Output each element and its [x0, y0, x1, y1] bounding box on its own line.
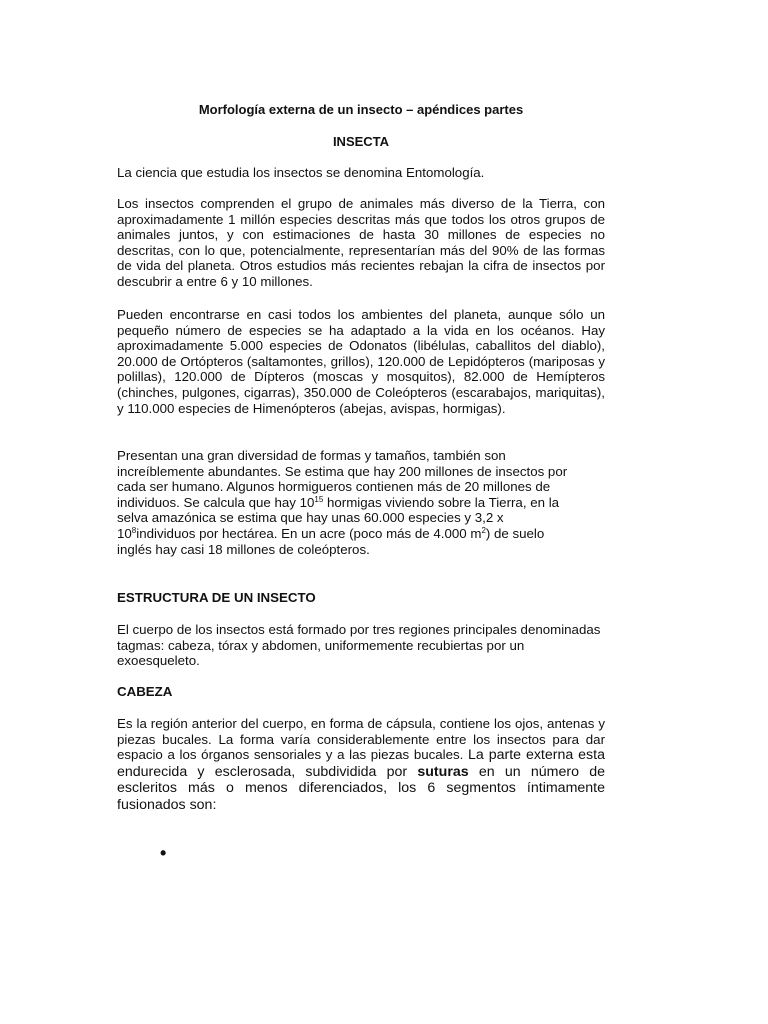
abundance-line: increíblemente abundantes. Se estima que hay 200 millones de insectos por [117, 463, 568, 479]
cabeza-text-b-post: en un número de escleritos más o menos diferenciados, los 6 segmentos íntimamente fusionados son: [117, 763, 605, 813]
list-bullet: • [160, 843, 167, 863]
heading-estructura: ESTRUCTURA DE UN INSECTO [117, 590, 316, 605]
document-title: Morfología externa de un insecto – apéndices partes [198, 102, 524, 117]
abundance-line: individuos. Se calcula que hay $10^{15}$ hormigas viviendo sobre la Tierra, en la [117, 494, 560, 510]
paragraph-abundance [117, 448, 605, 557]
suturas-term: suturas [417, 763, 469, 780]
abundance-line: $10^8individuos$ por hectárea. En un acre (poco más de 4.000 $m^2$) de suelo [117, 525, 545, 541]
cabeza-text-a: Es la región anterior del cuerpo, en forma de cápsula, contiene los ojos, antenas y piezas bucales. La forma varía considerablemente entre los insectos para dar espacio a los órganos sensoriales y a las piezas bucales. [117, 716, 605, 763]
paragraph-habitats: Pueden encontrarse en casi todos los ambientes del planeta, aunque sólo un pequeño número de especies se ha adaptado a la vida en los océanos. Hay aproximadamente 5.000 especies de Odonatos (libélulas, caballitos del diablo), 20.000 de Ortópteros (saltamontes, grillos), 120.000 de Lepidópteros (mariposas y polillas), 120.000 de Dípteros (moscas y mosquitos), 82.000 de Hemípteros (chinches, pulgones, cigarras), 350.000 de Coleópteros (escarabajos, mariquitas), y 110.000 especies de Himenópteros (abejas, avispas, hormigas). [117, 307, 605, 416]
heading-cabeza: CABEZA [117, 684, 173, 699]
abundance-line: cada ser humano. Algunos hormigueros contienen más de 20 millones de [117, 479, 551, 495]
paragraph-diversity: Los insectos comprenden el grupo de animales más diverso de la Tierra, con aproximadamente 1 millón especies descritas más que todos los otros grupos de animales juntos, y con estimaciones de hasta 30 millones de especies no descritas, con lo que, potencialmente, representarían más del 90% de las formas de vida del planeta. Otros estudios más recientes rebajan la cifra de insectos por descubrir a entre 6 y 10 millones. [117, 196, 605, 289]
paragraph-estructura: El cuerpo de los insectos está formado por tres regiones principales denominadas tagmas: cabeza, tórax y abdomen, uniformemente recubiertas por un exoesqueleto. [117, 622, 601, 669]
cabeza-text-b-pre: La parte externa esta endurecida y esclerosada, subdividida por [117, 747, 605, 780]
document-subtitle: INSECTA [332, 134, 390, 149]
paragraph-intro: La ciencia que estudia los insectos se denomina Entomología. [117, 165, 485, 180]
paragraph-cabeza [117, 716, 605, 814]
abundance-line: Presentan una gran diversidad de formas y tamaños, también son [117, 448, 506, 463]
abundance-line: inglés hay casi 18 millones de coleópteros. [117, 541, 370, 557]
abundance-line: selva amazónica se estima que hay unas 60.000 especies y 3,2 x [117, 510, 504, 526]
